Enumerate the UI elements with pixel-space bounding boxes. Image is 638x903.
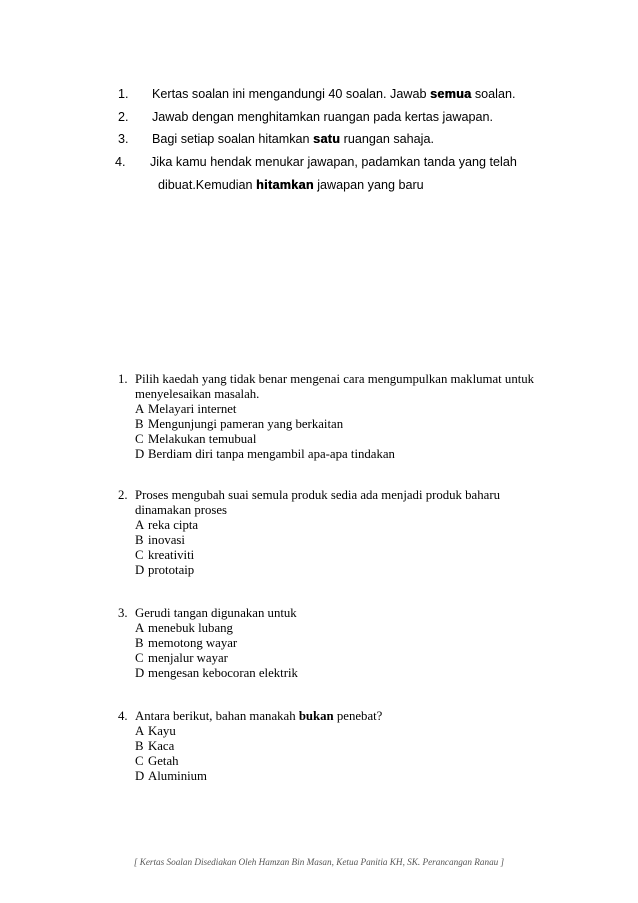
answer-option: A Kayu bbox=[135, 724, 176, 738]
answer-option: C menjalur wayar bbox=[135, 651, 228, 665]
instruction-text: Jika kamu hendak menukar jawapan, padamkan tanda yang telah bbox=[150, 155, 517, 169]
answer-option: D mengesan kebocoran elektrik bbox=[135, 666, 298, 680]
question-number: 1. bbox=[118, 372, 128, 386]
answer-option: C Getah bbox=[135, 754, 179, 768]
question-number: 2. bbox=[118, 488, 128, 502]
answer-option: B inovasi bbox=[135, 533, 185, 547]
question-text: Gerudi tangan digunakan untuk bbox=[135, 606, 297, 620]
question-text: menyelesaikan masalah. bbox=[135, 387, 260, 401]
answer-option: B Mengunjungi pameran yang berkaitan bbox=[135, 417, 344, 431]
instruction-text: Kertas soalan ini mengandungi 40 soalan. Jawab semua soalan. bbox=[152, 87, 516, 101]
answer-option: B Kaca bbox=[135, 739, 175, 753]
question-text: Proses mengubah suai semula produk sedia ada menjadi produk baharu bbox=[135, 488, 500, 502]
answer-option: A menebuk lubang bbox=[135, 621, 233, 635]
answer-option: B memotong wayar bbox=[135, 636, 238, 650]
question-text: dinamakan proses bbox=[135, 503, 228, 517]
answer-option: A Melayari internet bbox=[135, 402, 237, 416]
emphasis-word: satu bbox=[313, 132, 341, 146]
instruction-number: 1. bbox=[118, 87, 129, 101]
answer-option: C kreativiti bbox=[135, 548, 195, 562]
answer-option: D Berdiam diri tanpa mengambil apa-apa tindakan bbox=[135, 447, 395, 461]
instruction-text-continued: dibuat.Kemudian hitamkan jawapan yang baru bbox=[158, 178, 424, 192]
emphasis-word: semua bbox=[429, 87, 472, 101]
question-text: Pilih kaedah yang tidak benar mengenai cara mengumpulkan maklumat untuk bbox=[135, 372, 535, 386]
page-footer: [ Kertas Soalan Disediakan Oleh Hamzan Bin Masan, Ketua Panitia KH, SK. Perancangan Ranau ] bbox=[133, 857, 505, 867]
answer-option: A reka cipta bbox=[135, 518, 199, 532]
instruction-number: 3. bbox=[118, 132, 129, 146]
emphasis-word: bukan bbox=[298, 709, 334, 723]
answer-option: D Aluminium bbox=[135, 769, 208, 783]
emphasis-word: hitamkan bbox=[256, 178, 314, 192]
question-number: 4. bbox=[118, 709, 128, 723]
question-text: Antara berikut, bahan manakah bukan penebat? bbox=[135, 709, 383, 723]
answer-option: D prototaip bbox=[135, 563, 195, 577]
instruction-number: 2. bbox=[118, 110, 129, 124]
instruction-text: Bagi setiap soalan hitamkan satu ruangan sahaja. bbox=[152, 132, 434, 146]
answer-option: C Melakukan temubual bbox=[135, 432, 257, 446]
instruction-number: 4. bbox=[115, 155, 126, 169]
question-number: 3. bbox=[118, 606, 128, 620]
instruction-text: Jawab dengan menghitamkan ruangan pada kertas jawapan. bbox=[152, 110, 493, 124]
